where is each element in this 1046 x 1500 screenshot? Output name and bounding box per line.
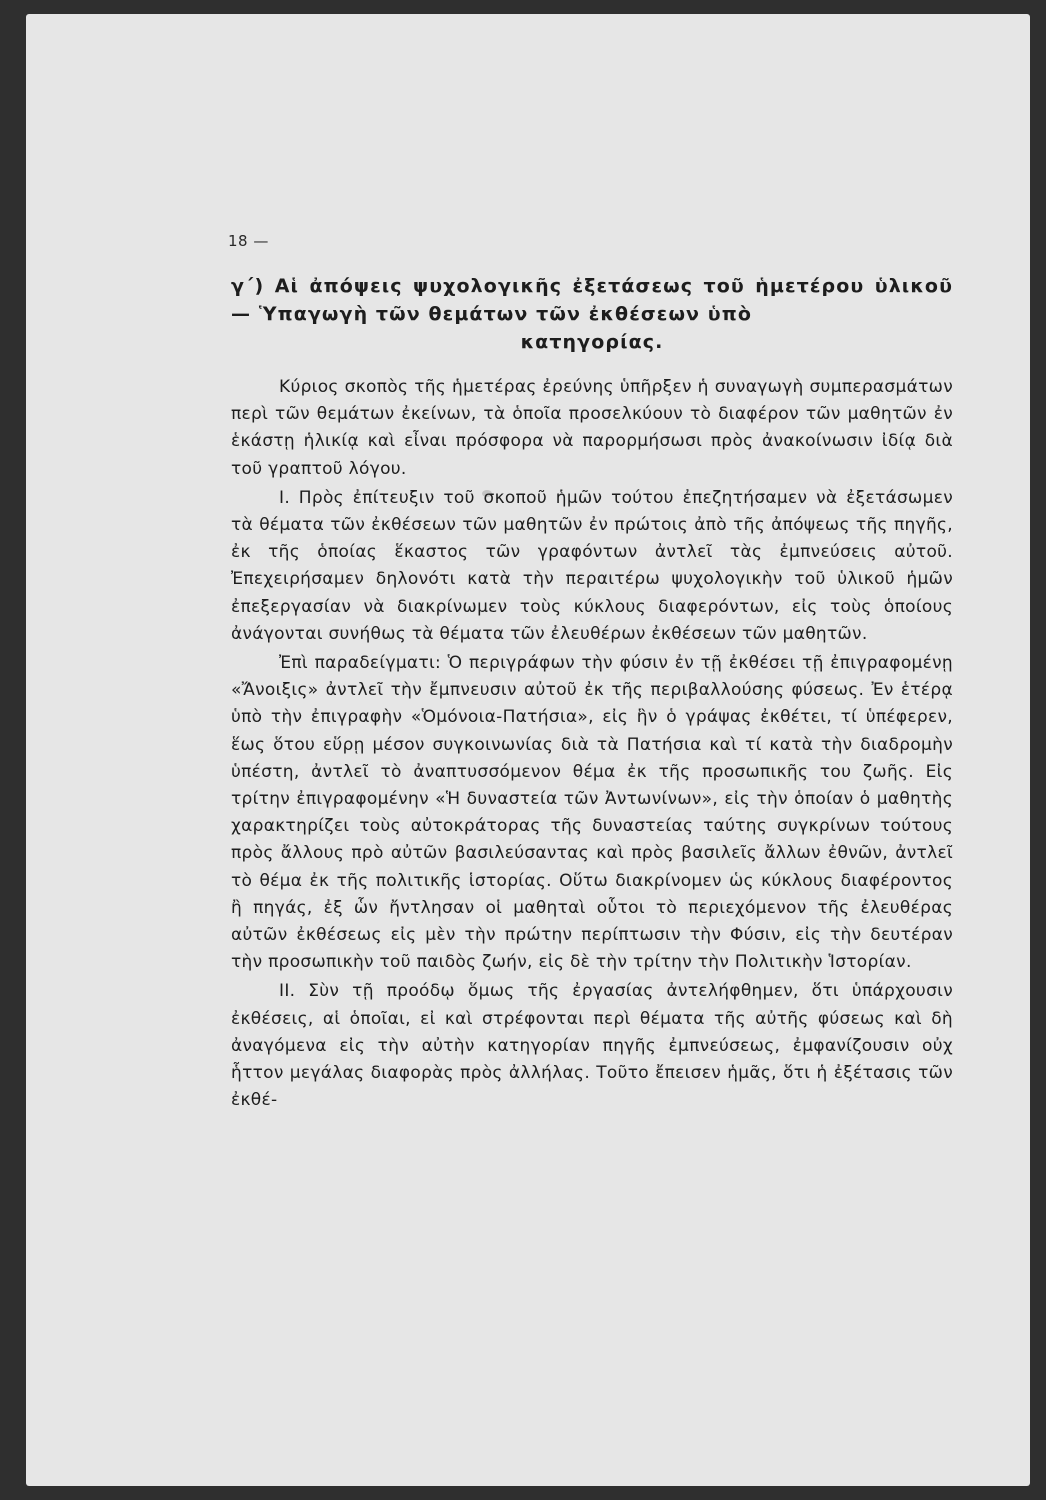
section-heading-main: γ΄) Αἱ ἀπόψεις ψυχολογικῆς ἐξετάσεως τοῦ ἡμετέρου ὑλικοῦ — Ὑπαγωγὴ τῶν θεμάτων τῶν ἐκθέσεων ὑπὸ: [231, 275, 953, 325]
page-content: [228, 232, 953, 1114]
paragraph-section-1: Ι. Πρὸς ἐπίτευξιν τοῦ σκοποῦ ἡμῶν τούτου ἐπεζητήσαμεν νὰ ἐξετάσωμεν τὰ θέματα τῶν ἐκθέσεων τῶν μαθητῶν ἐν πρώτοις ἀπὸ τῆς ἀπόψεως τῆς πηγῆς, ἐκ τῆς ὁποίας ἕκαστος τῶν γραφόντων ἀντλεῖ τὰς ἐμπνεύσεις αὐτοῦ. Ἐπεχειρήσαμεν δηλονότι κατὰ τὴν περαιτέρω ψυχολογικὴν τοῦ ὑλικοῦ ἡμῶν ἐπεξεργασίαν νὰ διακρίνωμεν τοὺς κύκλους διαφερόντων, εἰς τοὺς ὁποίους ἀνάγονται συνήθως τὰ θέματα τῶν ἐλευθέρων ἐκθέσεων τῶν μαθητῶν.: [231, 487, 953, 644]
paragraph-intro: Κύριος σκοπὸς τῆς ἡμετέρας ἐρεύνης ὑπῆρξεν ἡ συναγωγὴ συμπερασμάτων περὶ τῶν θεμάτων ἐκείνων, τὰ ὁποῖα προσελκύουν τὸ διαφέρον τῶν μαθητῶν ἐν ἑκάστῃ ἡλικίᾳ καὶ εἶναι πρόσφορα νὰ παρορμήσωσι πρὸς ἀνακοίνωσιν ἰδίᾳ διὰ τοῦ γραπτοῦ λόγου.: [231, 377, 953, 479]
paragraph-section-2: ΙΙ. Σὺν τῇ προόδῳ ὅμως τῆς ἐργασίας ἀντελήφθημεν, ὅτι ὑπάρχουσιν ἐκθέσεις, αἱ ὁποῖαι, εἰ καὶ στρέφονται περὶ θέματα τῆς αὐτῆς φύσεως καὶ δὴ ἀναγόμενα εἰς τὴν αὐτὴν κατηγορίαν πηγῆς ἐμπνεύσεως, ἐμφανίζουσιν οὐχ ἧττον μεγάλας διαφορὰς πρὸς ἀλλήλας. Τοῦτο ἔπεισεν ἡμᾶς, ὅτι ἡ ἐξέτασις τῶν ἐκθέ-: [231, 981, 953, 1111]
page-number: 18 —: [228, 232, 269, 250]
section-heading: [231, 272, 953, 356]
section-heading-end: κατηγορίας.: [520, 331, 664, 353]
book-page: [26, 14, 1030, 1486]
paragraph-example: Ἐπὶ παραδείγματι: Ὁ περιγράφων τὴν φύσιν ἐν τῇ ἐκθέσει τῇ ἐπιγραφομένῃ «Ἄνοιξις» ἀντλεῖ τὴν ἔμπνευσιν αὐτοῦ ἐκ τῆς περιβαλλούσης φύσεως. Ἐν ἑτέρᾳ ὑπὸ τὴν ἐπιγραφὴν «Ὁμόνοια-Πατήσια», εἰς ἣν ὁ γράψας ἐκθέτει, τί ὑπέφερεν, ἕως ὅτου εὕρῃ μέσον συγκοινωνίας διὰ τὰ Πατήσια καὶ τί κατὰ τὴν διαδρομὴν ὑπέστη, ἀντλεῖ τὸ ἀναπτυσσόμενον θέμα ἐκ τῆς προσωπικῆς του ζωῆς. Εἰς τρίτην ἐπιγραφομένην «Ἡ δυναστεία τῶν Ἀντωνίνων», εἰς τὴν ὁποίαν ὁ μαθητὴς χαρακτηρίζει τοὺς αὐτοκράτορας τῆς δυναστείας ταύτης συγκρίνων τούτους πρὸς ἄλλους πρὸ αὐτῶν βασιλεύσαντας καὶ πρὸς βασιλεῖς ἄλλων ἐθνῶν, ἀντλεῖ τὸ θέμα ἐκ τῆς πολιτικῆς ἱστορίας. Οὕτω διακρίνομεν ὡς κύκλους διαφέροντος ἢ πηγάς, ἐξ ὧν ἤντλησαν οἱ μαθηταὶ οὗτοι τὸ περιεχόμενον τῆς ἐλευθέρας αὐτῶν ἐκθέσεως εἰς μὲν τὴν πρώτην περίπτωσιν τὴν Φύσιν, εἰς τὴν δευτέραν τὴν προσωπικὴν τοῦ παιδὸς ζωήν, εἰς δὲ τὴν τρίτην τὴν Πολιτικὴν Ἱστορίαν.: [231, 653, 953, 973]
